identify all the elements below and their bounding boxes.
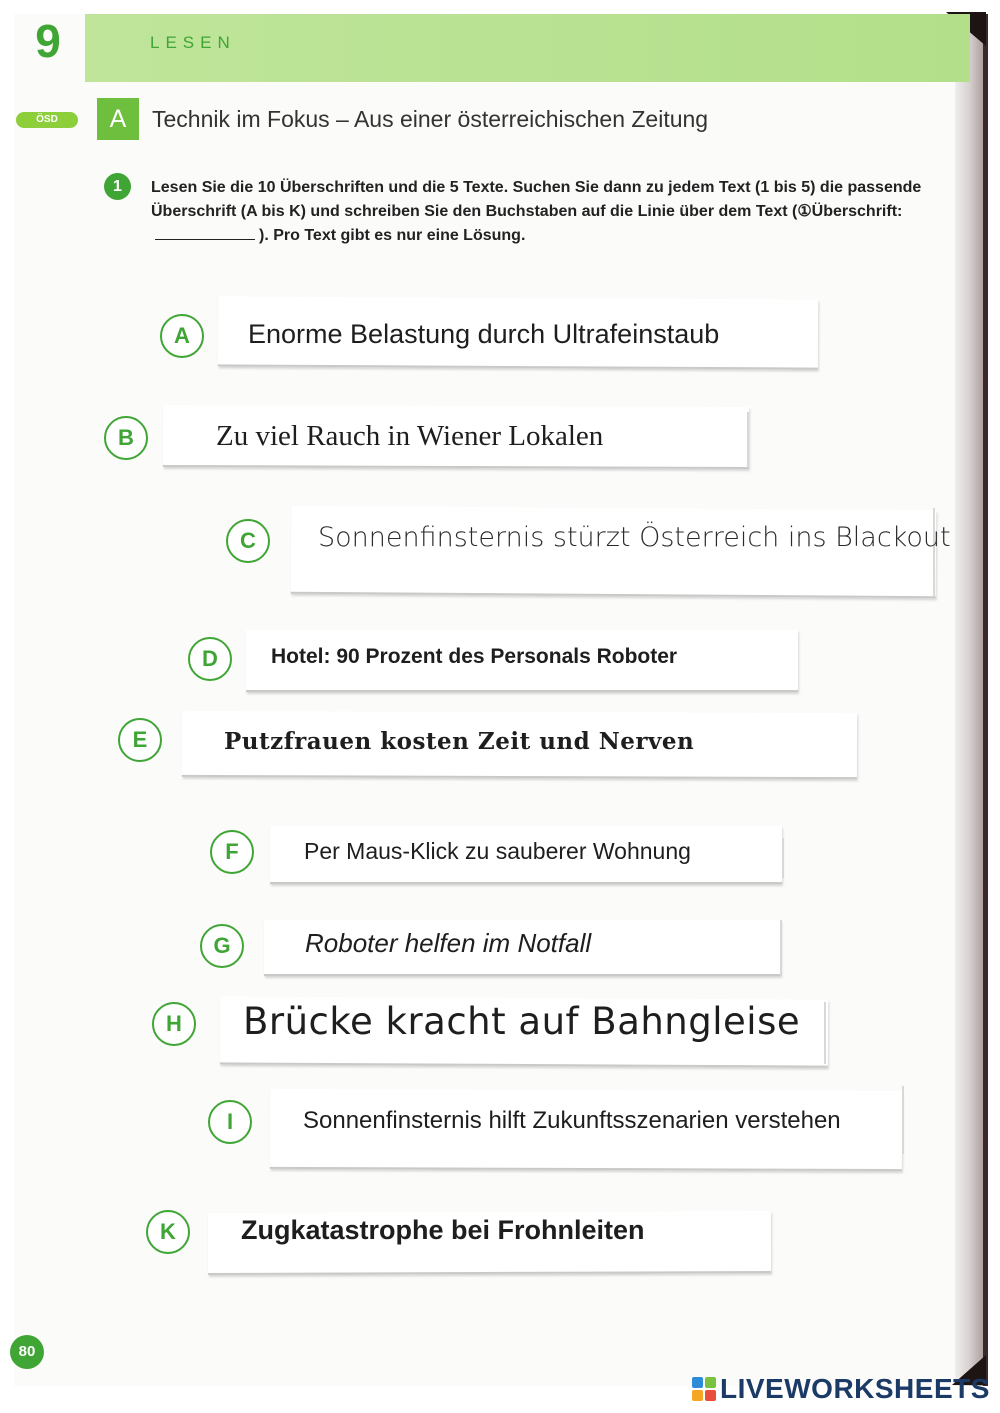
heading-text-a: Enorme Belastung durch Ultrafeinstaub — [248, 319, 720, 349]
task-number: 1 — [104, 173, 131, 200]
part-title: Technik im Fokus – Aus einer österreichischen Zeitung — [152, 106, 709, 132]
heading-text-b: Zu viel Rauch in Wiener Lokalen — [216, 420, 604, 452]
task-instructions — [151, 176, 936, 248]
liveworksheets-logo — [692, 1372, 990, 1406]
book-spine-shadow — [955, 14, 985, 1386]
heading-text-c: Sonnenfinsternis stürzt Österreich ins Blackout — [318, 522, 951, 553]
heading-slip-f-edge — [782, 838, 784, 878]
heading-slip-h-edge — [824, 1002, 826, 1064]
heading-text-e: Putzfrauen kosten Zeit und Nerven — [224, 728, 695, 755]
page-number: 80 — [10, 1335, 44, 1369]
heading-text-g: Roboter helfen im Notfall — [305, 928, 592, 958]
answer-blank-example — [155, 225, 255, 240]
section-label: LESEN — [150, 33, 236, 52]
heading-text-i: Sonnenfinsternis hilft Zukunftsszenarien verstehen — [303, 1107, 841, 1134]
letter-k-button[interactable]: K — [146, 1210, 190, 1254]
heading-text-d: Hotel: 90 Prozent des Personals Roboter — [271, 645, 678, 668]
heading-text-k: Zugkatastrophe bei Frohnleiten — [241, 1215, 645, 1245]
heading-text-h: Brücke kracht auf Bahngleise — [243, 1000, 801, 1043]
instruction-text-1: Lesen Sie die 10 Überschriften und die 5 Texte. Suchen Sie dann zu jedem Text (1 bis 5) die passende Überschrift (A bis K) und schreiben Sie den Buchstaben auf die Linie über dem Text (①Überschrift: — [151, 179, 922, 220]
letter-d-button[interactable]: D — [188, 637, 232, 681]
letter-g-button[interactable]: G — [200, 924, 244, 968]
chapter-number: 9 — [35, 15, 61, 67]
letter-i-button[interactable]: I — [208, 1100, 252, 1144]
letter-e-button[interactable]: E — [118, 718, 162, 762]
letter-b-button[interactable]: B — [104, 416, 148, 460]
liveworksheets-wordmark: LIVEWORKSHEETS — [720, 1373, 990, 1404]
heading-slip-b-edge — [747, 412, 749, 468]
letter-f-button[interactable]: F — [210, 830, 254, 874]
instruction-text-2: ). Pro Text gibt es nur eine Lösung. — [259, 227, 526, 244]
book-spine-edge — [983, 14, 988, 1386]
letter-h-button[interactable]: H — [152, 1002, 196, 1046]
part-letter: A — [97, 98, 139, 140]
heading-slip-i-edge — [902, 1086, 904, 1154]
heading-slip-g-edge — [780, 920, 782, 976]
liveworksheets-icon — [692, 1377, 716, 1401]
letter-c-button[interactable]: C — [226, 519, 270, 563]
osd-badge: ÖSD — [16, 112, 78, 128]
heading-text-f: Per Maus-Klick zu sauberer Wohnung — [304, 838, 691, 864]
letter-a-button[interactable]: A — [160, 314, 204, 358]
